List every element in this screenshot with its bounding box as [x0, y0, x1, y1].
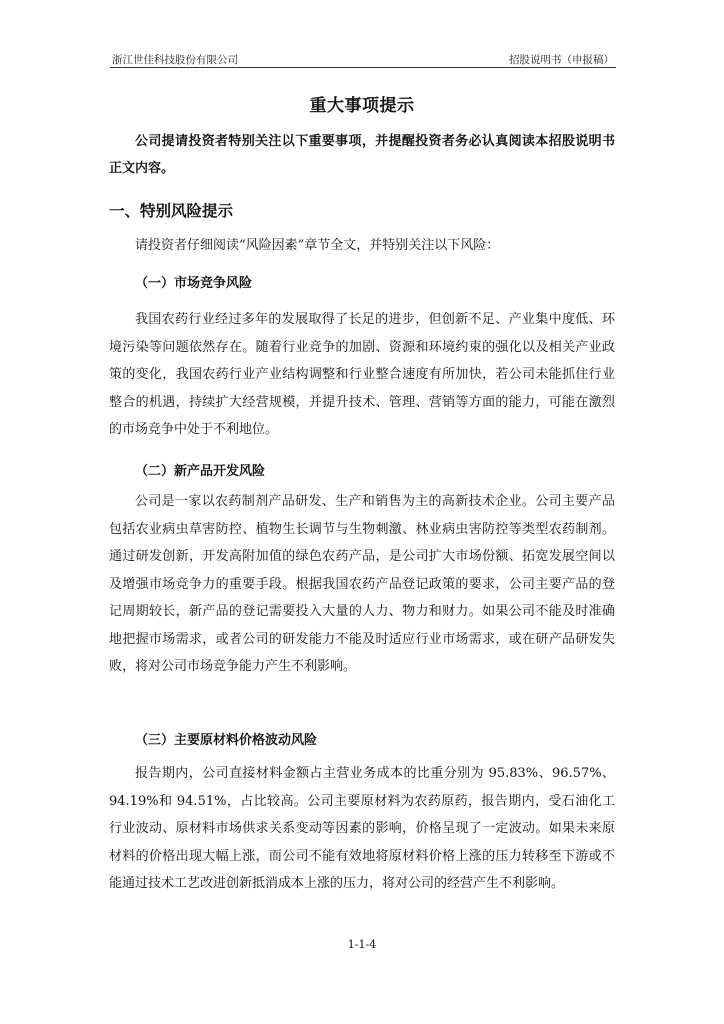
header-doc-type: 招股说明书（申报稿）: [509, 54, 614, 66]
page-number: 1-1-4: [347, 938, 377, 951]
risk-text-raw-material: 报告期内，公司直接材料金额占主营业务成本的比重分别为 95.83%、96.57%、94.19%和 94.51%，占比较高。公司主要原材料为农药原药，报告期内，受石油化工行业波动、原材料市场供求关系变动等因素的影响，价格呈现了一定波动。如果未来原材料的价格出现大幅上涨，而公司不能有效地将原材料价格上涨的压力转移至下游或不能通过技术工艺改进创新抵消成本上涨的压力，将对公司的经营产生不利影响。: [109, 766, 615, 891]
risk-heading-new-product: （二）新产品开发风险: [135, 464, 266, 479]
header-company: 浙江世佳科技股份有限公司: [112, 54, 238, 66]
risk-heading-market: （一）市场竞争风险: [135, 276, 253, 291]
section-lead-block: [109, 232, 615, 260]
risk-text-market-block: [109, 306, 615, 444]
risk-text-new-product: 公司是一家以农药制剂产品研发、生产和销售为主的高新技术企业。公司主要产品包括农业病虫草害防控、植物生长调节与生物刺激、林业病虫害防控等类型农药制剂。通过研发创新，开发高附加值的绿色农药产品，是公司扩大市场份额、拓宽发展空间以及增强市场竞争力的重要手段。根据我国农药产品登记政策的要求，公司主要产品的登记周期较长，新产品的登记需要投入大量的人力、物力和财力。如果公司不能及时准确地把握市场需求，或者公司的研发能力不能及时适应行业市场需求，或在研产品研发失败，将对公司市场竞争能力产生不利影响。: [109, 494, 615, 674]
risk-heading-raw-material: （三）主要原材料价格波动风险: [135, 733, 318, 748]
risk-text-raw-material-block: [109, 760, 615, 898]
page-header: [110, 50, 616, 68]
intro-block: [109, 128, 615, 182]
intro-paragraph: 公司提请投资者特别关注以下重要事项，并提醒投资者务必认真阅读本招股说明书正文内容。: [109, 134, 615, 176]
page-title: 重大事项提示: [309, 96, 415, 116]
section-heading-special-risks: 一、特别风险提示: [109, 202, 234, 220]
section-lead-paragraph: 请投资者仔细阅读“风险因素”章节全文，并特别关注以下风险：: [135, 238, 500, 253]
risk-text-new-product-block: [109, 488, 615, 681]
risk-text-market: 我国农药行业经过多年的发展取得了长足的进步，但创新不足、产业集中度低、环境污染等问题依然存在。随着行业竞争的加剧、资源和环境约束的强化以及相关产业政策的变化，我国农药行业产业结构调整和行业整合速度有所加快，若公司未能抓住行业整合的机遇，持续扩大经营规模，并提升技术、管理、营销等方面的能力，可能在激烈的市场竞争中处于不利地位。: [109, 312, 615, 437]
